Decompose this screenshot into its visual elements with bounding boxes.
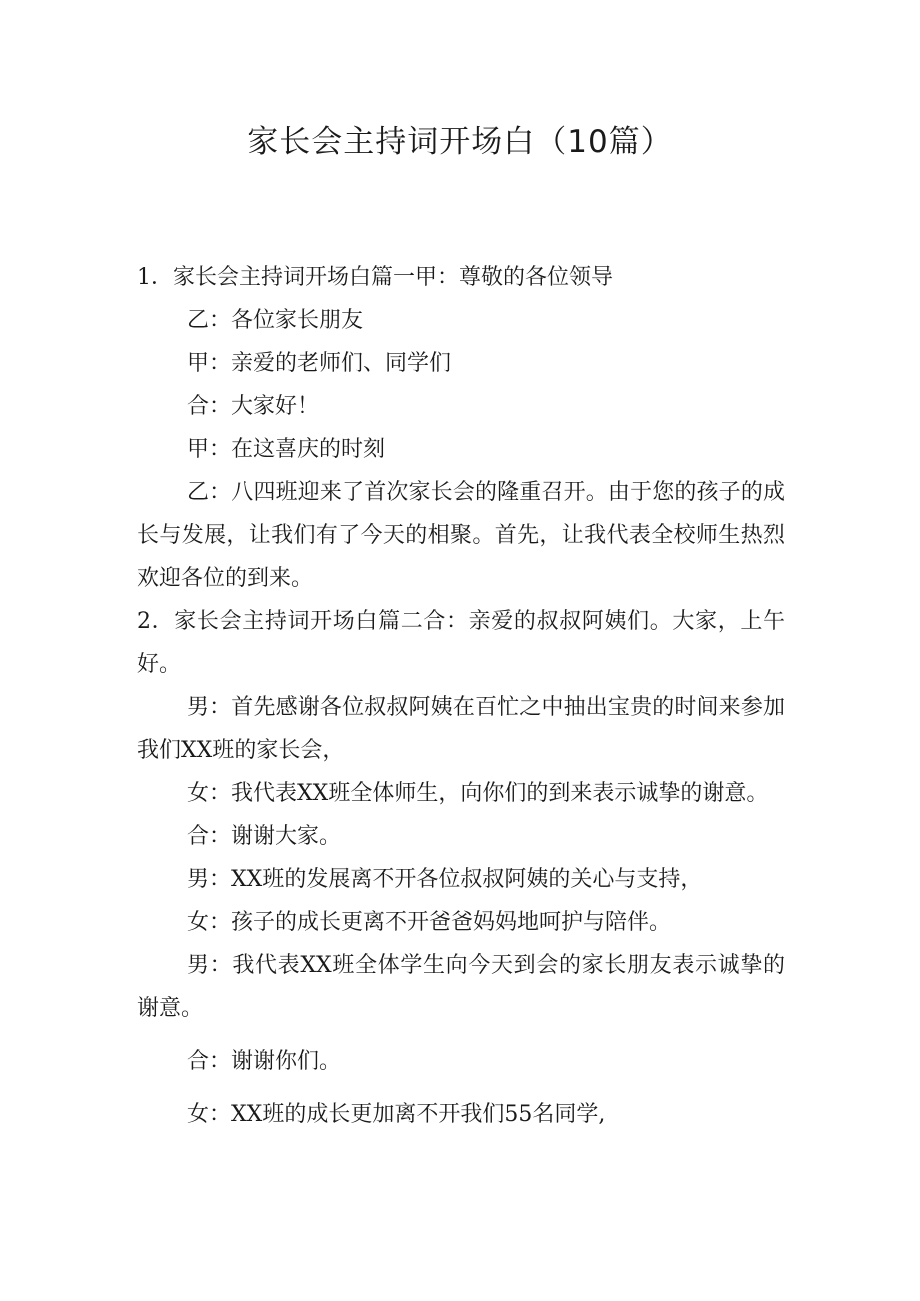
paragraph: 1．家长会主持词开场白篇一甲：尊敬的各位领导 [137,265,613,290]
paragraph: 女：我代表XX班全体师生，向你们的到来表示诚挚的谢意。 [187,781,769,806]
paragraph: 2．家长会主持词开场白篇二合：亲爱的叔叔阿姨们。大家，上午好。 [137,609,785,677]
paragraph: 乙：各位家长朋友 [187,308,364,333]
paragraph: 甲：在这喜庆的时刻 [187,437,386,462]
paragraph: 合：谢谢大家。 [187,824,342,849]
paragraph: 合：大家好！ [187,394,320,419]
paragraph: 男：我代表XX班全体学生向今天到会的家长朋友表示诚挚的谢意。 [137,953,785,1021]
document-body [137,256,785,1136]
paragraph: 乙：八四班迎来了首次家长会的隆重召开。由于您的孩子的成长与发展，让我们有了今天的相聚。首先，让我代表全校师生热烈欢迎各位的到来。 [137,480,785,591]
document-title: 家长会主持词开场白（10篇） [247,124,673,160]
paragraph: 甲：亲爱的老师们、同学们 [187,351,452,376]
paragraph: 女：XX班的成长更加离不开我们55名同学, [187,1102,606,1127]
paragraph: 男：首先感谢各位叔叔阿姨在百忙之中抽出宝贵的时间来参加我们XX班的家长会， [137,695,785,763]
paragraph: 女：孩子的成长更离不开爸爸妈妈地呵护与陪伴。 [187,910,672,935]
paragraph: 合：谢谢你们。 [187,1049,342,1074]
paragraph: 男：XX班的发展离不开各位叔叔阿姨的关心与支持， [187,867,703,892]
